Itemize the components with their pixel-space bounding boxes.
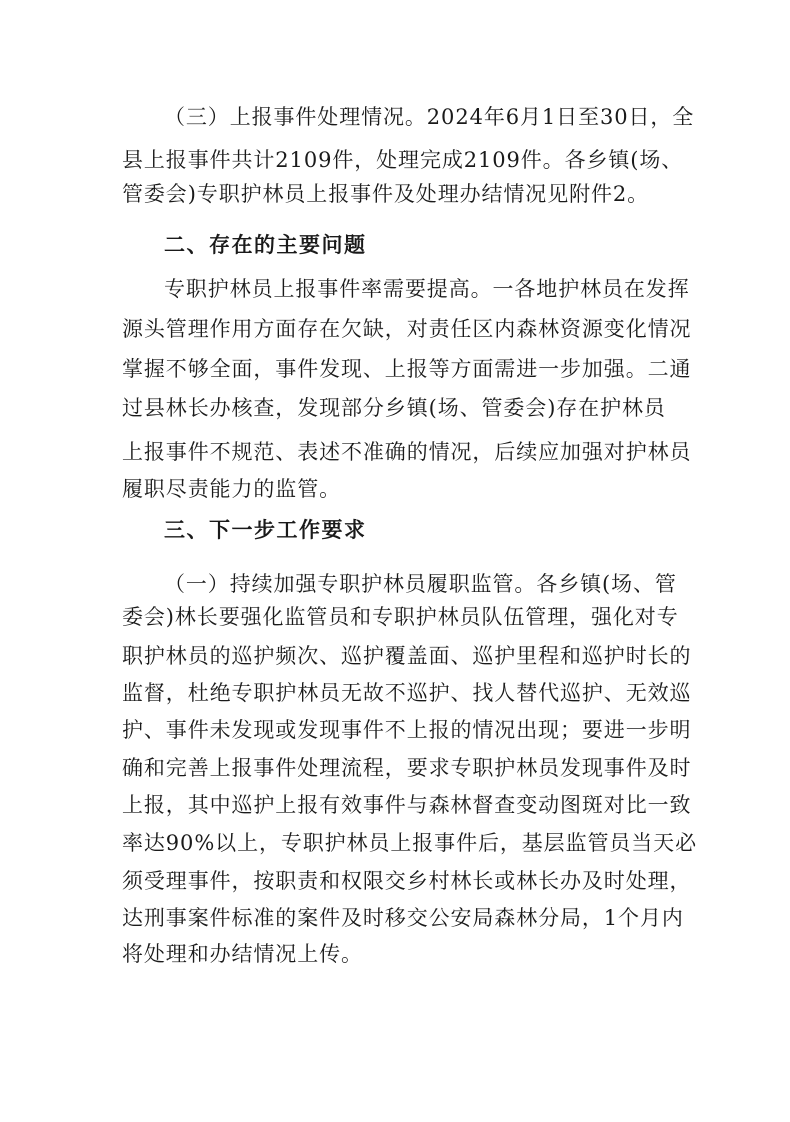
paragraph-3-line-9: 须受理事件，按职责和权限交乡村林长或林长办及时处理， (122, 869, 692, 893)
paragraph-2-line-4: 过县林长办核查，发现部分乡镇(场、管委会)存在护林员 (122, 396, 666, 420)
paragraph-3-line-8: 率达90%以上，专职护林员上报事件后，基层监管员当天必 (122, 831, 697, 855)
paragraph-3-line-10: 达刑事案件标准的案件及时移交公安局森林分局，1个月内 (122, 906, 684, 930)
paragraph-3-line-6: 确和完善上报事件处理流程，要求专职护林员发现事件及时 (122, 756, 692, 780)
paragraph-2-line-1: 专职护林员上报事件率需要提高。一各地护林员在发挥 (164, 277, 690, 301)
paragraph-3-line-1: （一）持续加强专职护林员履职监管。各乡镇(场、管 (164, 572, 677, 596)
paragraph-1-line-1: （三）上报事件处理情况。2024年6月1日至30日，全 (164, 105, 695, 129)
paragraph-2-line-2: 源头管理作用方面存在欠缺，对责任区内森林资源变化情况 (122, 317, 692, 341)
paragraph-3-line-3: 职护林员的巡护频次、巡护覆盖面、巡护里程和巡护时长的 (122, 644, 692, 668)
section-heading-next-steps: 三、下一步工作要求 (164, 518, 367, 542)
paragraph-3-line-2: 委会)林长要强化监管员和专职护林员队伍管理，强化对专 (122, 605, 679, 629)
paragraph-3-line-5: 护、事件未发现或发现事件不上报的情况出现；要进一步明 (122, 718, 692, 742)
paragraph-2-line-5: 上报事件不规范、表述不准确的情况，后续应加强对护林员 (122, 440, 692, 464)
paragraph-1-line-2: 县上报事件共计2109件，处理完成2109件。各乡镇(场、 (122, 148, 684, 172)
paragraph-3-line-4: 监督，杜绝专职护林员无故不巡护、找人替代巡护、无效巡 (122, 681, 692, 705)
section-heading-problems: 二、存在的主要问题 (164, 233, 367, 257)
paragraph-3-line-7: 上报，其中巡护上报有效事件与森林督查变动图斑对比一致 (122, 793, 692, 817)
paragraph-3-line-11: 将处理和办结情况上传。 (122, 942, 363, 966)
paragraph-2-line-6: 履职尽责能力的监管。 (122, 477, 341, 501)
paragraph-1-line-3: 管委会)专职护林员上报事件及处理办结情况见附件2。 (122, 182, 650, 206)
paragraph-2-line-3: 掌握不够全面，事件发现、上报等方面需进一步加强。二通 (122, 357, 692, 381)
